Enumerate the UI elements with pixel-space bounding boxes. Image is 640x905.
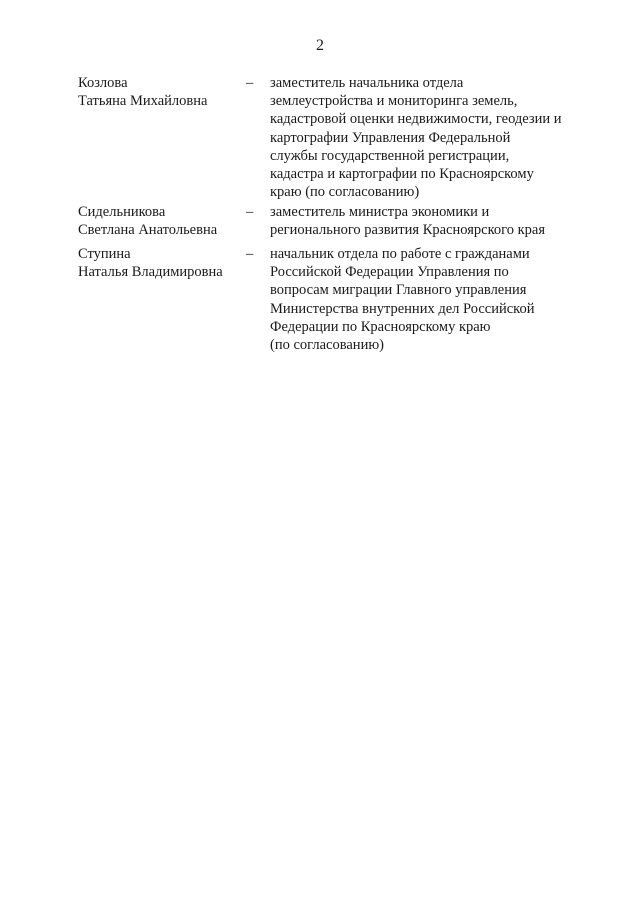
page-number: 2 xyxy=(316,37,324,54)
member-surname: Козлова xyxy=(78,75,128,91)
position-line: службы государственной регистрации, xyxy=(270,147,510,164)
dash-separator: – xyxy=(246,75,254,91)
position-line: Федерации по Красноярскому краю xyxy=(270,318,491,335)
position-line: заместитель начальника отдела xyxy=(270,75,464,91)
position-line: начальник отдела по работе с гражданами xyxy=(270,246,530,262)
position-line: краю (по согласованию) xyxy=(270,184,420,201)
position-line: регионального развития Красноярского края xyxy=(270,222,545,239)
member-name xyxy=(78,74,248,110)
member-given-names: Татьяна Михайловна xyxy=(78,93,208,110)
dash-separator: – xyxy=(246,204,254,220)
position-line: кадастровой оценки недвижимости, геодезии и xyxy=(270,111,562,128)
position-line: Российской Федерации Управления по xyxy=(270,264,509,281)
member-position xyxy=(270,203,600,239)
position-line: Министерства внутренних дел Российской xyxy=(270,300,535,317)
member-position xyxy=(270,245,600,354)
position-line: землеустройства и мониторинга земель, xyxy=(270,93,518,110)
member-name xyxy=(78,203,248,239)
member-position xyxy=(270,74,600,201)
position-line: кадастра и картографии по Красноярскому xyxy=(270,166,534,183)
dash-separator: – xyxy=(246,246,254,262)
member-given-names: Наталья Владимировна xyxy=(78,264,223,281)
member-surname: Сидельникова xyxy=(78,204,166,220)
position-line: заместитель министра экономики и xyxy=(270,204,490,220)
member-given-names: Светлана Анатольевна xyxy=(78,222,218,239)
member-surname: Ступина xyxy=(78,246,131,262)
position-line: (по согласованию) xyxy=(270,337,384,354)
position-line: картографии Управления Федеральной xyxy=(270,129,511,146)
position-line: вопросам миграции Главного управления xyxy=(270,282,527,299)
member-name xyxy=(78,245,248,281)
